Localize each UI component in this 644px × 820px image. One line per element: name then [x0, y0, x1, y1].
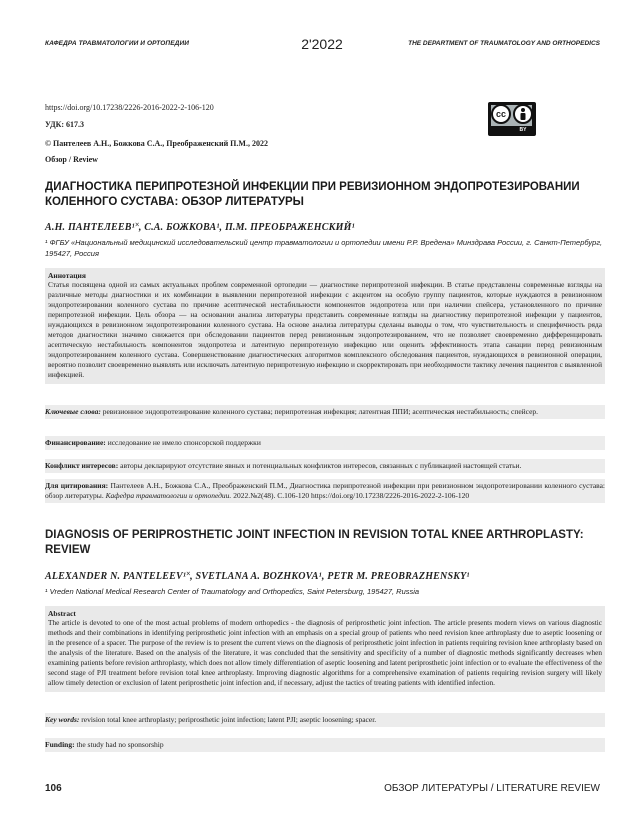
article-type: Обзор / Review — [45, 155, 98, 164]
abstract-en — [45, 606, 605, 692]
citation-ru-text: Пантелеев А.Н., Божкова С.А., Преображенский П.М., Диагностика перипротезной инфекции при ревизионном эндопротезировании коленного сустава: обзор литературы. — [45, 481, 605, 500]
article-title-en: DIAGNOSIS OF PERIPROSTHETIC JOINT INFECTION IN REVISION TOTAL KNEE ARTHROPLASTY: REVIEW — [45, 529, 584, 556]
authors-en: ALEXANDER N. PANTELEEV¹˟, SVETLANA A. BOZHKOVA¹, PETR M. PREOBRAZHENSKY¹ — [45, 571, 470, 582]
affiliation-ru: ¹ ФГБУ «Национальный медицинский исследовательский центр травматологии и ортопедии имени Р.Р. Вредена» Минздрава России, г. Санкт-Петербург, 195427, Россия — [45, 238, 603, 258]
affiliation-en: ¹ Vreden National Medical Research Center of Traumatology and Orthopedics, Saint Petersburg, 195427, Russia — [45, 587, 420, 596]
conflict-ru — [45, 459, 605, 473]
abstract-ru-label: Аннотация — [48, 271, 86, 280]
abstract-ru — [45, 268, 605, 384]
keywords-en-text: revision total knee arthroplasty; periprosthetic joint infection; latent PJI; aseptic loosening; spacer. — [81, 715, 377, 724]
funding-ru — [45, 436, 605, 450]
section-label: ОБЗОР ЛИТЕРАТУРЫ / LITERATURE REVIEW — [384, 783, 600, 794]
conflict-ru-label: Конфликт интересов: — [45, 461, 119, 470]
running-header — [0, 36, 644, 56]
funding-en-label: Funding: — [45, 740, 75, 749]
conflict-ru-text: авторы декларируют отсутствие явных и потенциальных конфликтов интересов, связанных с публикацией настоящей статьи. — [120, 461, 522, 470]
funding-en — [45, 738, 605, 752]
keywords-ru — [45, 405, 605, 419]
copyright: © Пантелеев А.Н., Божкова С.А., Преображенский П.М., 2022 — [45, 139, 268, 148]
keywords-en — [45, 713, 605, 727]
abstract-en-label: Abstract — [48, 609, 76, 618]
person-icon — [513, 104, 533, 124]
doi-link[interactable]: https://doi.org/10.17238/2226-2016-2022-2-106-120 — [45, 103, 214, 112]
page-number: 106 — [45, 783, 62, 794]
citation-ru-doi[interactable]: 2022.№2(48). С.106-120 https://doi.org/10.17238/2226-2016-2022-2-106-120 — [233, 491, 470, 500]
funding-ru-label: Финансирование: — [45, 438, 106, 447]
cc-icon: cc — [491, 104, 511, 124]
citation-ru-label: Для цитирования: — [45, 481, 109, 490]
article-title-ru: ДИАГНОСТИКА ПЕРИПРОТЕЗНОЙ ИНФЕКЦИИ ПРИ РЕВИЗИОННОМ ЭНДОПРОТЕЗИРОВАНИИ КОЛЕННОГО СУСТАВА: ОБЗОР ЛИТЕРАТУРЫ — [45, 181, 580, 208]
abstract-ru-text: Статья посвящена одной из самых актуальных проблем современной ортопедии — диагностике перипротезной инфекции. В статье представлены современные взгляды на различные методы диагностики и их комбинации в выявлении перипротезной инфекции с акцентом на особую группу пациентов, которые нуждаются в ревизионном эндопротезировании коленного сустава по причине асептической нестабильности компонентов эндопротеза или при наличии спейсера, установленного по причине перипротезной инфекции. Цель обзора — на основании анализа литературы представить современные взгляды на диагностику перипротезной инфекции у пациентов, нуждающихся в ревизионном эндопротезировании коленного сустава. На основе анализа литературы сделаны выводы о том, что чувствительность и специфичность ряда методов диагностики значимо снижается при обследовании пациентов перед ревизионным эндопротезированием, что не позволяет своевременно дифференцировать асептическую нестабильность компонентов эндопротеза и латентную перипротезную инфекцию или оценить эффективность этапа санации перед ревизионным эндопротезированием коленного сустава. Совершенствование диагностических алгоритмов комплексного обследования пациентов, нуждающихся в ревизионной операции, вероятно позволит своевременно выявлять или исключать латентную перипротезную инфекцию и скорректировать при необходимости тактику лечения пациентов с выявленной инфекцией. — [48, 280, 602, 379]
citation-ru — [45, 479, 605, 503]
keywords-ru-text: ревизионное эндопротезирование коленного сустава; перипротезная инфекция; латентная ППИ; асептическая нестабильность; спейсер. — [102, 407, 539, 416]
keywords-en-label: Key words: — [45, 715, 80, 724]
funding-ru-text: исследование не имело спонсорской поддержки — [107, 438, 261, 447]
funding-en-text: the study had no sponsorship — [76, 740, 164, 749]
udk: УДК: 617.3 — [45, 120, 85, 129]
header-journal-ru: КАФЕДРА ТРАВМАТОЛОГИИ И ОРТОПЕДИИ — [45, 40, 189, 47]
by-label: BY — [519, 127, 527, 133]
header-journal-en: THE DEPARTMENT OF TRAUMATOLOGY AND ORTHOPEDICS — [408, 40, 600, 47]
cc-by-license-icon[interactable] — [488, 102, 536, 136]
header-issue: 2'2022 — [301, 36, 343, 52]
abstract-en-text: The article is devoted to one of the most actual problems of modern orthopedics - the diagnosis of periprosthetic joint infection. The article presents modern views on various diagnostic methods and their combinations in identifying periprosthetic joint infection with an emphasis on a special group of patients who need revision knee arthroplasty due to aseptic loosening or in the presence of a spacer. The purpose of the review is to present the current views on the diagnosis of periprosthetic joint infection in patients requiring revision knee arthroplasty based on the analysis of the literature. Based on the analysis of the literature, it was concluded that the sensitivity and specificity of a number of diagnostic methods significantly decreases when examining patients before revision arthroplasty, which does not allow timely differentiation of aseptic loosening and latent periprosthetic joint infection or to evaluate the effectiveness of the second stage of PJI treatment before revision total knee arthroplasty. Improving diagnostic algorithms for a comprehensive examination of patients requiring revision surgery will likely allow timely detection or exclusion of latent periprosthetic joint infection and, if necessary, adjust the tactics of treating patients with identified infection. — [48, 618, 602, 687]
authors-ru: А.Н. ПАНТЕЛЕЕВ¹˟, С.А. БОЖКОВА¹, П.М. ПРЕОБРАЖЕНСКИЙ¹ — [45, 222, 355, 233]
citation-ru-journal: Кафедра травматологии и ортопедии. — [105, 491, 232, 500]
keywords-ru-label: Ключевые слова: — [45, 407, 101, 416]
